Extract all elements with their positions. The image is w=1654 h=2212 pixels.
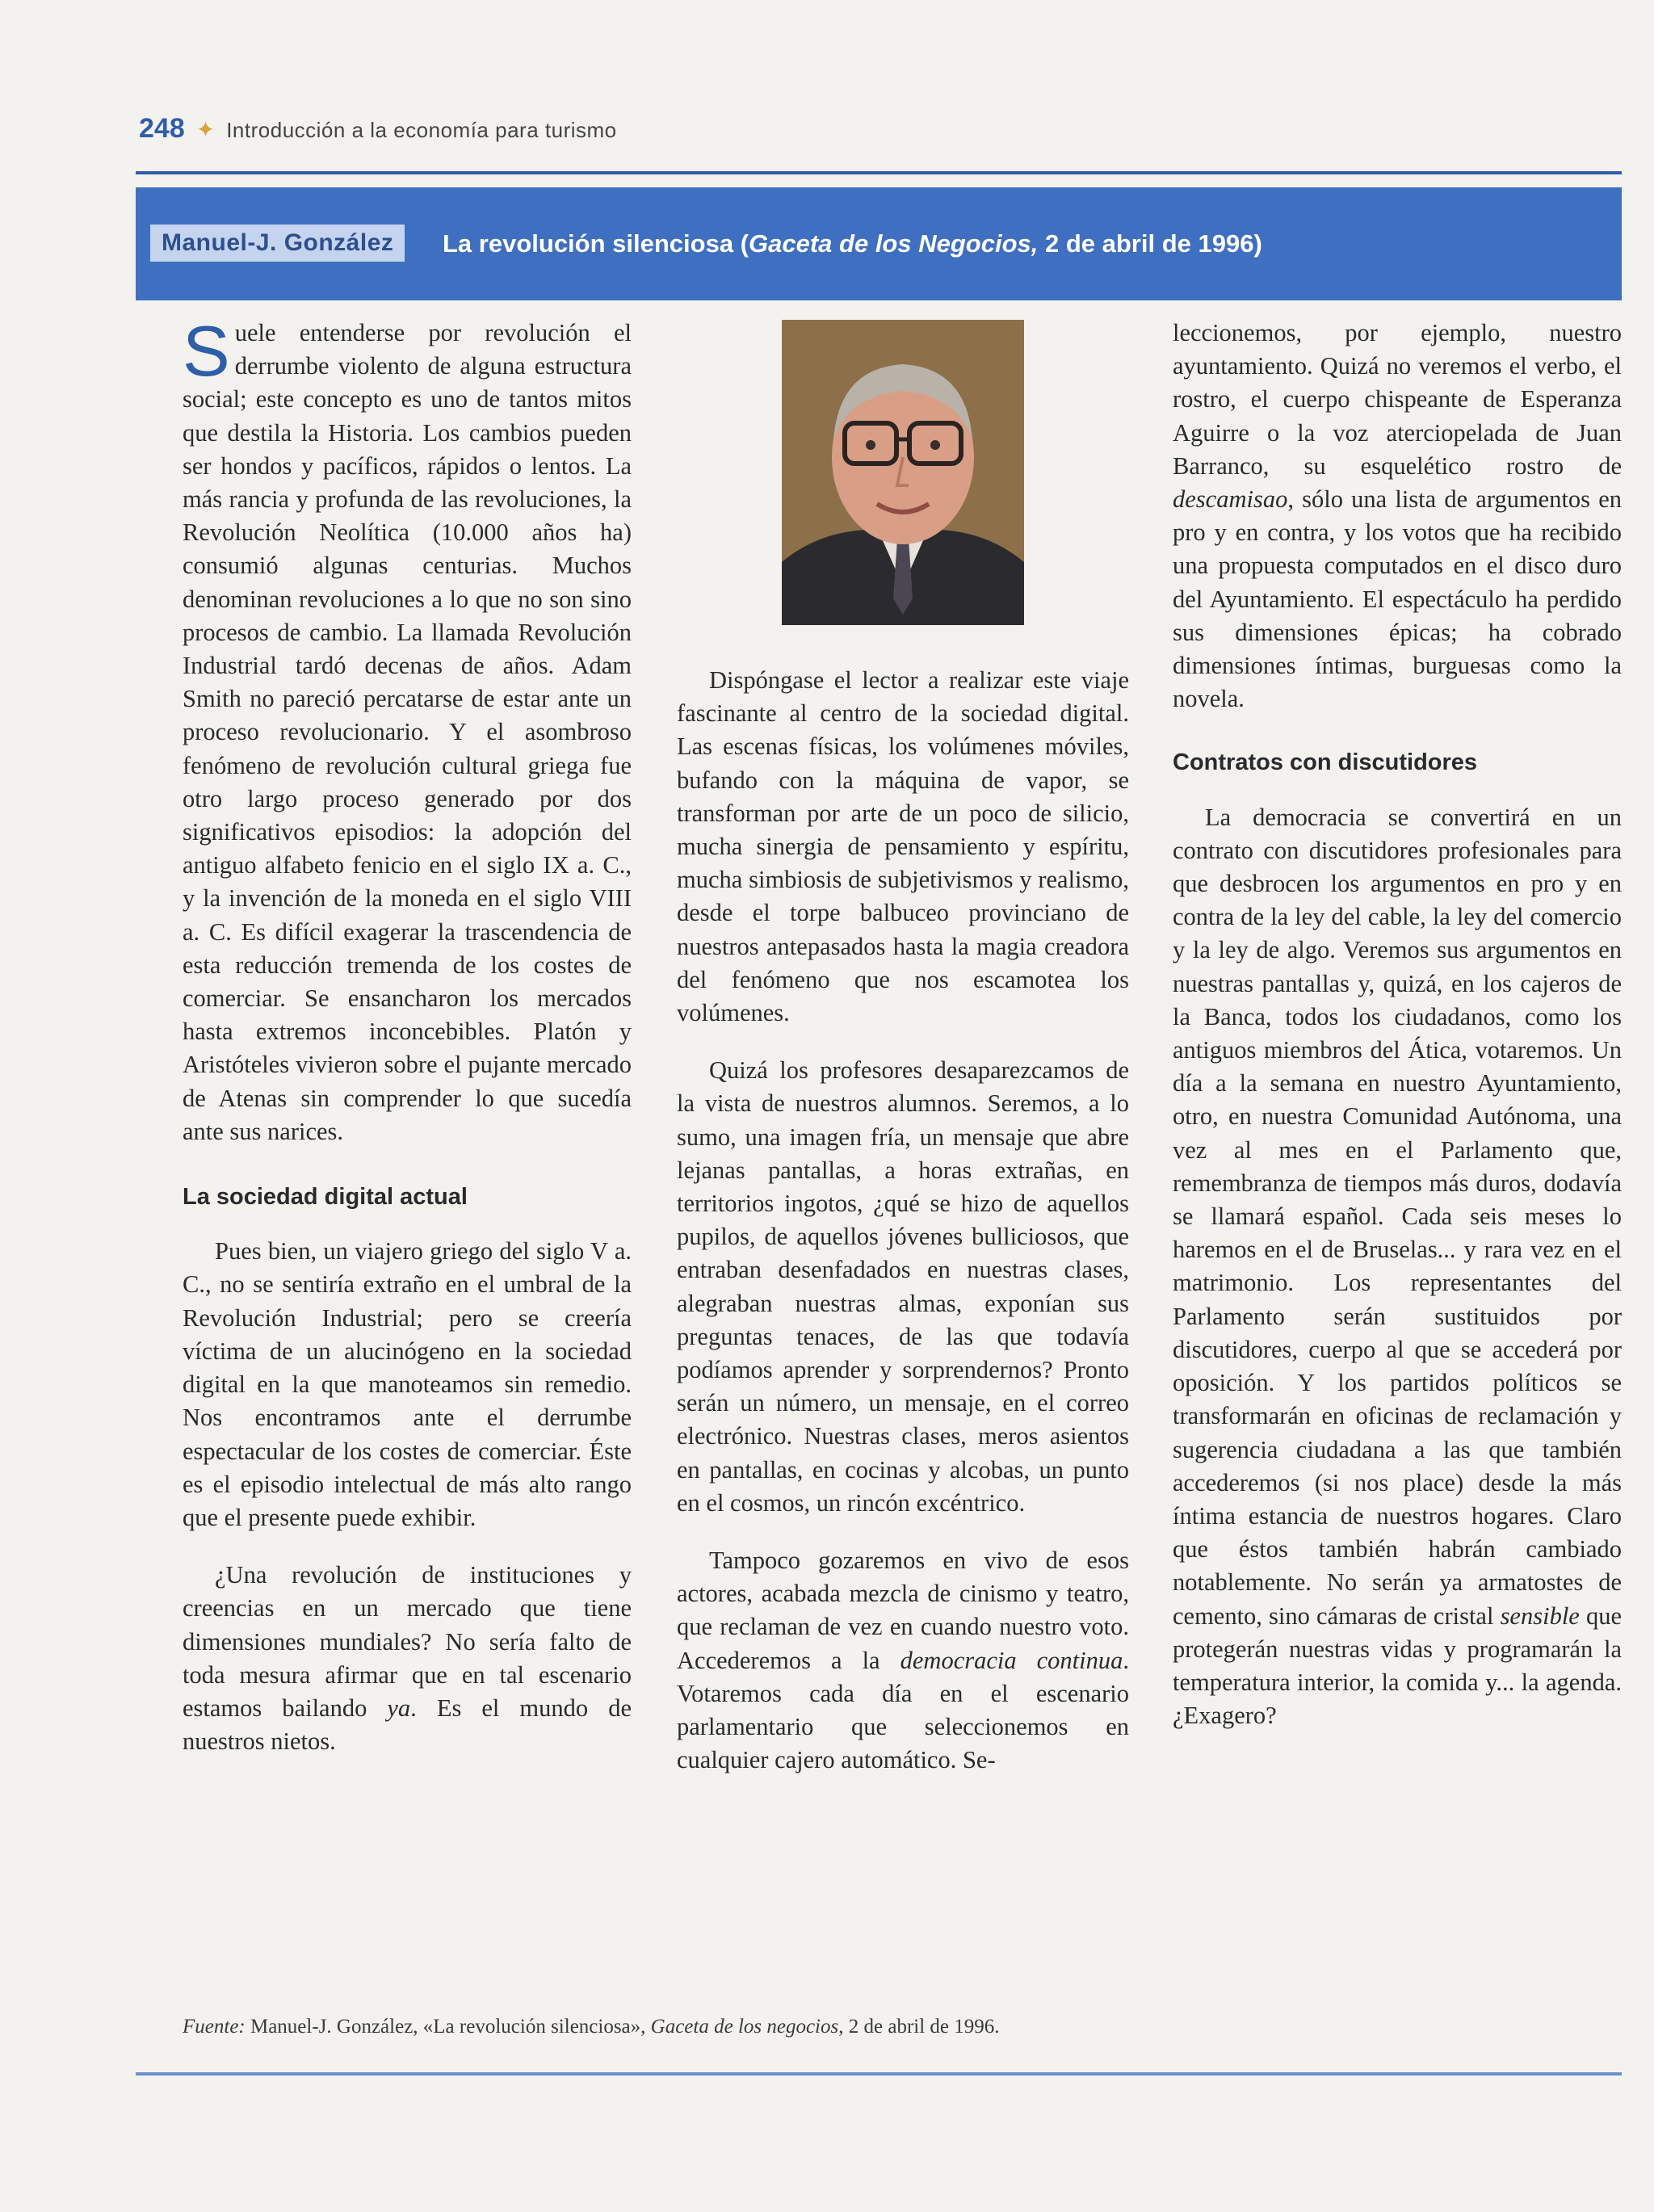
star-icon: ✦ — [195, 117, 216, 142]
paragraph: Pues bien, un viajero griego del siglo V a. C., no se sentiría extraño en el umbral de la Revolución Industrial; pero se creería víctima de un alucinógeno en la sociedad digital en la que manoteamos sin remedio. Nos encontramos ante el derrumbe espectacular de los costes de comerciar. Éste es el episodio intelectual de más alto rango que el presente puede exhibir. — [183, 1237, 632, 1531]
book-title: Introducción a la economía para turismo — [226, 118, 617, 142]
paragraph: Dispóngase el lector a realizar este viaje fascinante al centro de la sociedad digital. Las escenas físicas, los volúmenes móviles, bufando con la máquina de vapor, se transforman por arte de un poco de silicio, mucha sinergia de pensamiento y espíritu, mucha simbiosis de subjetivismos y realismo, desde el torpe balbuceo provinciano de nuestros antepasados hasta la magia creadora del fenómeno que nos escamotea los volúmenes. — [677, 666, 1129, 1027]
column-3 — [1173, 317, 1622, 1757]
article-banner — [136, 187, 1622, 300]
article-title: La revolución silenciosa (Gaceta de los Negocios, 2 de abril de 1996) — [443, 229, 1262, 258]
page-number: 248 — [139, 113, 185, 144]
paragraph: Quizá los profesores desaparezcamos de la vista de nuestros alumnos. Seremos, a lo sumo, una imagen fría, un mensaje que abre lejanas pantallas, a horas extrañas, en territorios ingotos, ¿qué se hizo de aquellos pupilos, de aquellos jóvenes bulliciosos, que entraban desenfadados en nuestras clases, alegraban nuestras almas, exponían sus preguntas tenaces, de las que todavía podíamos aprender y sorprendernos? Pronto serán un número, un mensaje, en el correo electrónico. Nuestras clases, meros asientos en pantallas, en cocinas y alcobas, un punto en el cosmos, un rincón excéntrico. — [677, 1056, 1129, 1517]
section-heading: La sociedad digital actual — [183, 1184, 468, 1211]
top-rule — [136, 171, 1622, 174]
author-tag: Manuel-J. González — [150, 225, 405, 262]
paragraph: Tampoco gozaremos en vivo de esos actores, acabada mezcla de cinismo y teatro, que reclaman de vez en cuando nuestro voto. Accederemos a la democracia continua. Votaremos cada día en el escenario parlamentario que seleccionemos en cualquier cajero automático. Se- — [677, 1547, 1130, 1774]
bottom-rule — [136, 2072, 1622, 2076]
source-citation: Fuente: Manuel-J. González, «La revolución silenciosa», Gaceta de los negocios, 2 de abril de 1996. — [183, 2016, 1000, 2038]
drop-cap: S — [183, 311, 230, 391]
section-heading: Contratos con discutidores — [1173, 749, 1478, 776]
author-photo — [782, 320, 1024, 625]
running-head — [139, 113, 617, 145]
column-1 — [183, 311, 632, 1782]
paragraph: ¿Una revolución de instituciones y creencias en un mercado que tiene dimensiones mundiales? No sería falto de toda mesura afirmar que en tal escenario estamos bailando ya. Es el mundo de nuestros nietos. — [183, 1561, 632, 1756]
paragraph: La democracia se convertirá en un contrato con discutidores profesionales para que desbrocen los argumentos en pro y en contra de la ley del cable, la ley del comercio y la ley de algo. Veremos sus argumentos en nuestras pantallas y, quizá, en los cajeros de la Banca, todos los ciudadanos, como los antiguos miembros del Ática, votaremos. Un día a la semana en nuestro Ayuntamiento, otro, en nuestra Comunidad Autónoma, una vez al mes en el Parlamento que, remembranza de tiempos más duros, dodavía se llamará español. Cada seis meses lo haremos en el de Bruselas... y rara vez en el matrimonio. Los representantes del Parlamento serán sustituidos por discutidores, cuerpo al que se accederá por oposición. Y los partidos políticos se transformarán en oficinas de reclamación y sugerencia ciudadana a las que también accederemos (si nos place) desde la más íntima estancia de nuestros hogares. Claro que éstos también habrán cambiado notablemente. No serán ya armatostes de cemento, sino cámaras de cristal sensible que protegerán nuestras vidas y programarán la temperatura interior, la comida y... la agenda. ¿Exagero? — [1173, 803, 1622, 1730]
paragraph: Suele entenderse por revolución el derrumbe violento de alguna estructura social; este concepto es uno de tantos mitos que destila la Historia. Los cambios pueden ser hondos y pacíficos, rápidos o lentos. La más rancia y profunda de las revoluciones, la Revolución Neolítica (10.000 años ha) consumió algunas centurias. Muchos denominan revoluciones a lo que no son sino procesos de cambio. La llamada Revolución Industrial tardó decenas de años. Adam Smith no pareció percatarse de estar ante un proceso revolucionario. Y el asombroso fenómeno de revolución cultural griega fue otro largo proceso generado por dos significativos episodios: la adopción del antiguo alfabeto fenicio en el siglo IX a. C., y la invención de la moneda en el siglo VIII a. C. Es difícil exagerar la trascendencia de esta reducción tremenda de los costes de comerciar. Se ensancharon los mercados hasta extremos inconcebibles. Platón y Aristóteles vivieron sobre el pujante mercado de Atenas sin comprender lo que sucedía ante sus narices. — [183, 311, 632, 1145]
portrait-image — [782, 320, 1024, 625]
column-2 — [677, 664, 1129, 1802]
paragraph: leccionemos, por ejemplo, nuestro ayuntamiento. Quizá no veremos el verbo, el rostro, el cuerpo chispeante de Esperanza Aguirre o la voz aterciopelada de Juan Barranco, su esquelético rostro de descamisao, sólo una lista de argumentos en pro y en contra, y los votos que ha recibido una propuesta computados en el disco duro del Ayuntamiento. El espectáculo ha perdido sus dimensiones épicas; ha cobrado dimensiones íntimas, burguesas como la novela. — [1173, 319, 1622, 713]
